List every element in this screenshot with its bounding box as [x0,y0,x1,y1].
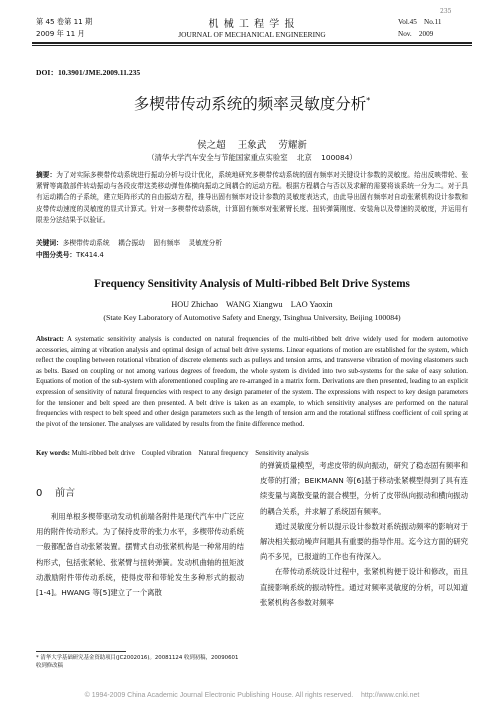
title-en: Frequency Sensitivity Analysis of Multi-ribbed Belt Drive Systems [94,278,410,290]
date-en: Nov. 2009 [398,30,434,38]
abstract-cn [36,170,468,226]
volume-issue-en: Vol.45 No.11 [398,18,442,26]
doi: DOI：10.3901/JME.2009.11.235 [36,68,141,77]
abstract-en [36,335,468,430]
keywords-cn [36,238,468,249]
journal-title-cn: 机 械 工 程 学 报 [208,19,296,30]
keywords-cn-text: 多楔带传动系统 耦合振动 固有频率 灵敏度分析 [62,239,223,247]
copyright-footer: © 1994-2009 China Academic Journal Electronic Publishing House. All rights reserved. http://www.cnki.net [84,692,420,699]
title-cn [0,92,504,114]
body-left-column: 利用单根多楔带驱动发动机前端各附件是现代汽车中广泛应用的附件传动形式。为了保持皮带的张力水平，多楔带传动系统一般都配备自动张紧装置。摆臂式自动张紧机构是一种常用的结构形式，包括张紧轮、张紧臂与扭转弹簧。发动机曲轴的扭矩波动激励附件带传动系统，使得皮带和带轮发生多种形式的振动[1-4]。HWANG 等[5]建立了一个离散 [36,512,244,598]
affiliation-en: (State Key Laboratory of Automotive Safety and Energy, Tsinghua University, Beijing 100084) [103,313,401,322]
abstract-en-text: A systematic sensitivity analysis is conducted on natural frequencies of the multi-ribbed belt drive widely used for modern automotive accessories, aiming at vibration analysis and optimal design of actual belt drive systems. Linear equations of motion are established for the system, which reflect the coupling between rotational vibration of discrete elements such as pulleys and tension arms, and transverse vibration of moving elastomers such as belts. Based on coupling or not among various degrees of freedom, the whole system is divided into two sub-systems for the sake of easy solution. Equations of motion of the sub-system with aforementioned coupling are re-arranged in a matrix form. Derivations are then presented, leading to an explicit expression of sensitivity of natural frequencies with respect to any design parameter of the system. The expressions with respect to key design parameters for the tensioner and belt speed are then presented. A belt drive is taken as an example, to which sensitivity analyses are performed on the natural frequencies with respect to belt speed and other design parameters such as the length of tension arm and the rotational stiffness coefficient of coil spring at the pivot of the tensioner. The analyses are validated by results from the finite difference method. [36,336,468,428]
volume-issue-cn: 第 45 卷第 11 期 [36,17,93,26]
abstract-cn-text: 为了对实际多楔带传动系统进行振动分析与设计优化，系统地研究多楔带传动系统的固有频率对关键设计参数的灵敏度。给出反映带轮、张紧臂等离散部件转动振动与各段皮带这类移动弹性体横向振动之间耦合的运动方程。根据方程耦合与否以及求解的需要将该系统一分为二。对于具有运动耦合的子系统，建立矩阵形式的自由振动方程，推导出固有频率对设计参数的灵敏度表达式，由此导出固有频率对自动张紧机构设计参数和皮带传动速度的灵敏度的显式计算式。针对一多楔带传动系统，计算固有频率对张紧臂长度、扭转弹簧刚度、安装角以及带速的灵敏度，并运用有限差分法结果予以验证。 [36,171,469,224]
keywords-en-text: Multi-ribbed belt drive Coupled vibration Natural frequency Sensitivity analysis [71,450,309,457]
affiliation-cn: （清华大学汽车安全与节能国家重点实验室 北京 100084） [147,153,357,162]
footnote-rule [36,651,126,652]
body-right-column: 的弹簧质量模型，考虑皮带的纵向振动，研究了稳态固有频率和皮带的打滑；BEIKMANN 等[6]基于移动张紧模型得到了具有连续变量与离散变量的混合模型，分析了皮带纵向振动和横向振动的耦合关系，并求解了系统固有频率。 通过灵敏度分析以提示设计参数对系统振动频率的影响对于解决相关振动噪声问题具有重要的指导作用。迄今这方面的研究尚不多见，已报道的工作也有待深入。 在带传动系统设计过程中，张紧机构便于设计和修改，而且直接影响系统的振动特性。通过对频率灵敏度的分析，可以知道张紧机构各参数对频率 [260,461,468,607]
keywords-en-label: Key words: [36,450,70,457]
clc-number [36,250,468,261]
title-cn-text: 多楔带传动系统的频率灵敏度分析 [133,95,367,113]
date-cn: 2009 年 11 月 [36,29,85,38]
page-number: 235 [440,8,452,15]
header-rule-thin [32,45,472,46]
header-rule [32,42,472,44]
journal-title-en: JOURNAL OF MECHANICAL ENGINEERING [178,30,326,39]
title-footnote-mark: * [366,95,371,105]
authors-cn: 侯之超 王象武 劳耀新 [197,140,307,151]
footnote: * 清华大学基础研究基金资助项目(JC2002016)。20081124 收到初稿，20090601 收到修改稿 [36,655,239,669]
clc-text: TK414.4 [76,251,104,259]
abstract-cn-label: 摘要： [36,171,57,179]
keywords-cn-label: 关键词： [36,239,63,247]
clc-label: 中图分类号： [36,251,77,259]
section-heading: 0 前言 [36,488,76,499]
authors-en: HOU Zhichao WANG Xiangwu LAO Yaoxin [171,300,333,309]
abstract-en-label: Abstract: [36,336,64,343]
